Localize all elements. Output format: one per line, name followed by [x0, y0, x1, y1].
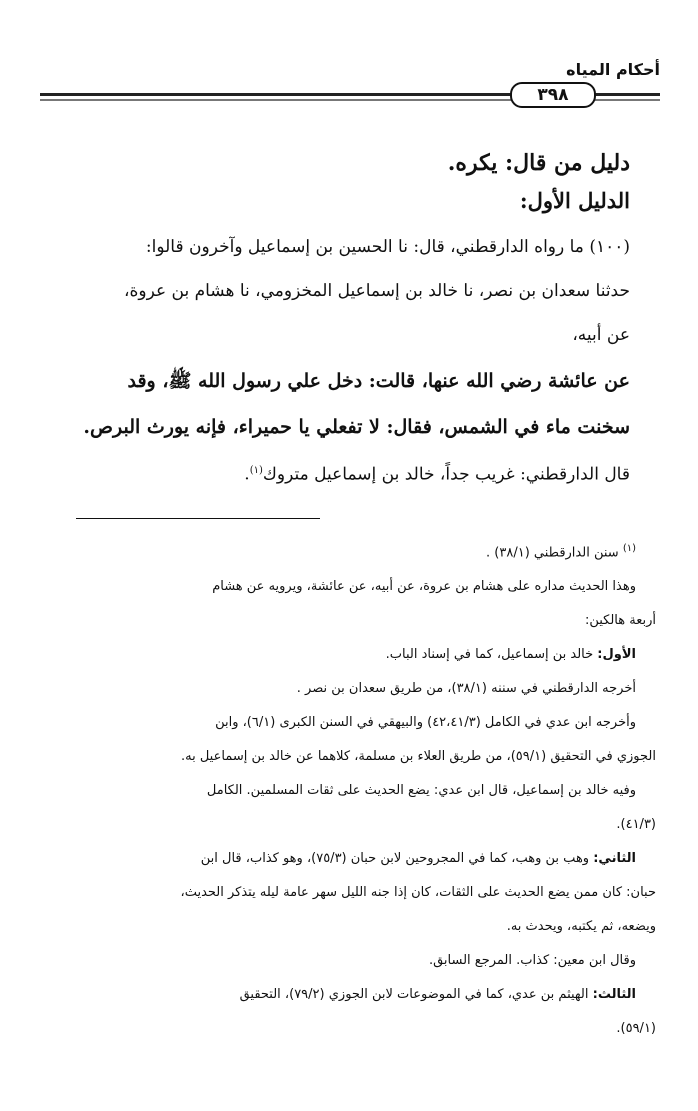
- note-text: قال الدارقطني: غريب جداً، خالد بن إسماعيل متروك: [262, 464, 630, 485]
- section-heading: دليل من قال: يكره.: [447, 150, 630, 176]
- footnote-1: [42, 532, 656, 570]
- first-text: خالد بن إسماعيل، كما في إسناد الباب.: [385, 647, 594, 663]
- footnotes: [42, 532, 656, 1046]
- footnote-line: [42, 638, 656, 672]
- main-text: [40, 150, 630, 497]
- footnote-marker: (١): [249, 465, 263, 476]
- footnote-line: (٥٩/١).: [616, 1021, 656, 1037]
- page-number: ٣٩٨: [510, 82, 596, 108]
- footnote-line: (٤١/٣).: [616, 817, 656, 833]
- second-label: الثاني:: [593, 851, 636, 867]
- hadith-text-line: سخنت ماء في الشمس، فقال: لا تفعلي يا حميراء، فإنه يورث البرص.: [83, 416, 630, 438]
- footnote-line: وهذا الحديث مداره على هشام بن عروة، عن أبيه، عن عائشة، ويرويه عن هشام: [212, 579, 636, 595]
- footnote-line: الجوزي في التحقيق (٥٩/١)، من طريق العلاء بن مسلمة، كلاهما عن خالد بن إسماعيل به.: [180, 749, 656, 765]
- first-label: الأول:: [597, 647, 636, 663]
- paragraph-line: (١٠٠) ما رواه الدارقطني، قال: نا الحسين بن إسماعيل وآخرون قالوا:: [145, 237, 630, 257]
- footnote-line: وفيه خالد بن إسماعيل، قال ابن عدي: يضع الحديث على ثقات المسلمين. الكامل: [206, 783, 636, 799]
- page-header: [40, 60, 660, 104]
- narrator-note: قال الدارقطني: غريب جداً، خالد بن إسماعيل متروك$^{(١)}$.: [244, 464, 630, 485]
- footnote-line: حبان: كان ممن يضع الحديث على الثقات، كان إذا جنه الليل سهر عامة ليله يتذكر الحديث،: [180, 885, 656, 901]
- footnote-line: [42, 978, 656, 1012]
- book-title: أحكام المياه: [566, 60, 660, 79]
- hadith-text-line: عن عائشة رضي الله عنها، قالت: دخل علي رسول الله ﷺ، وقد: [127, 370, 630, 392]
- third-text: الهيثم بن عدي، كما في الموضوعات لابن الجوزي (٧٩/٢)، التحقيق: [239, 987, 589, 1003]
- paragraph-line: عن أبيه،: [572, 325, 630, 345]
- footnote-line: وأخرجه ابن عدي في الكامل (٤٢،٤١/٣) والبيهقي في السنن الكبرى (٦/١)، وابن: [215, 715, 636, 731]
- footnote-line: أربعة هالكين:: [584, 613, 656, 629]
- footnote-line: أخرجه الدارقطني في سننه (٣٨/١)، من طريق سعدان بن نصر .: [296, 681, 636, 697]
- subsection-heading: الدليل الأول:: [519, 188, 630, 213]
- footnote-text: سنن الدارقطني (٣٨/١) .: [486, 545, 619, 561]
- footnote-rule: [76, 518, 320, 519]
- second-text: وهب بن وهب، كما في المجروحين لابن حبان (٧٥/٣)، وهو كذاب، قال ابن: [200, 851, 590, 867]
- footnote-number: (١): [622, 543, 636, 554]
- footnote-line: [42, 842, 656, 876]
- third-label: الثالث:: [592, 987, 636, 1003]
- paragraph-line: حدثنا سعدان بن نصر، نا خالد بن إسماعيل المخزومي، نا هشام بن عروة،: [123, 281, 630, 301]
- footnote-line: ويضعه، ثم يكتبه، ويحدث به.: [506, 919, 656, 935]
- footnote-line: وقال ابن معين: كذاب. المرجع السابق.: [428, 953, 636, 969]
